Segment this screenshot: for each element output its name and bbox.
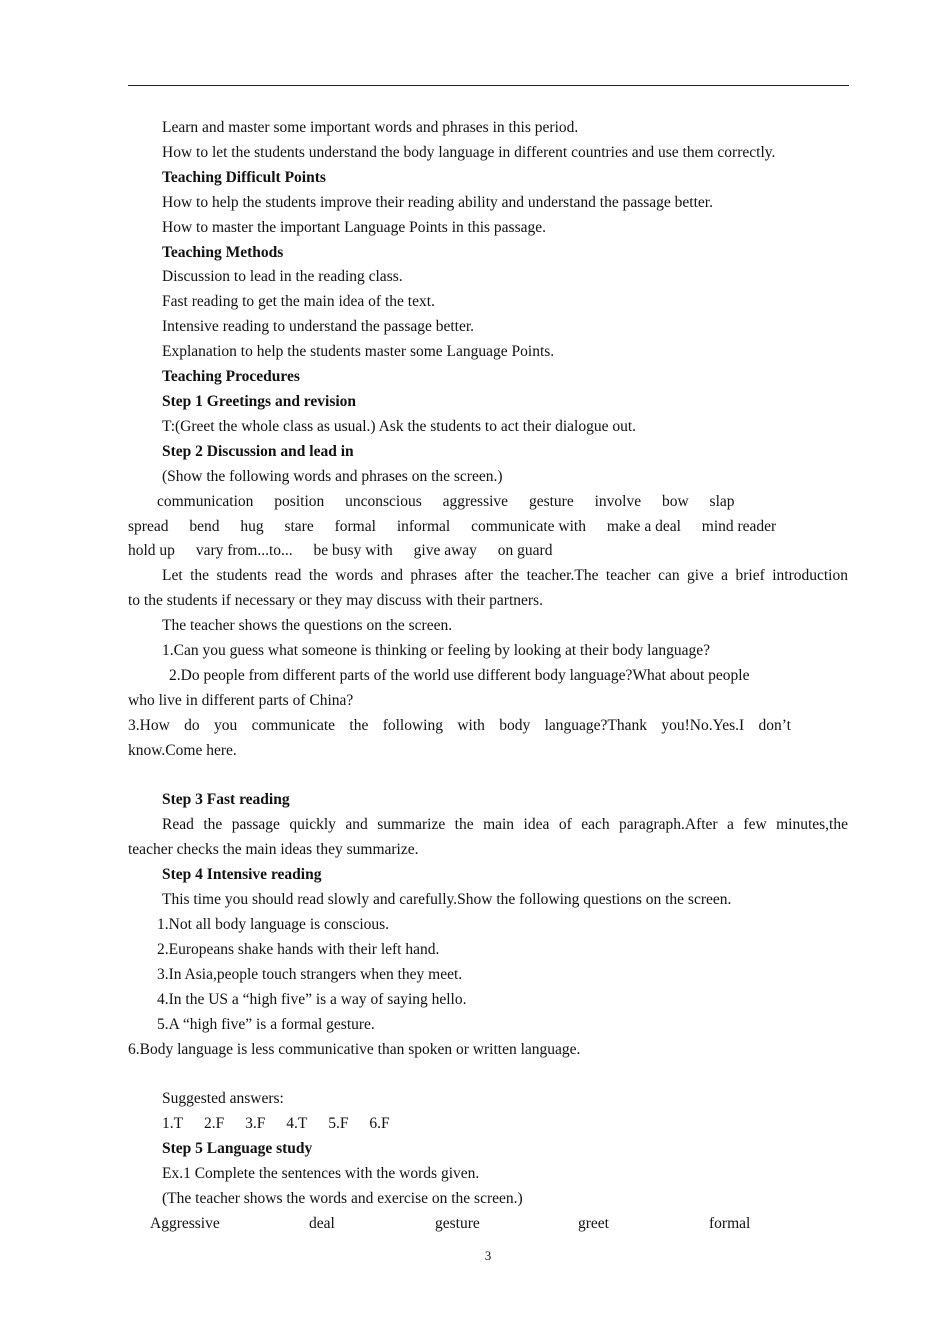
word-item: formal <box>334 517 376 535</box>
statement-item: 6.Body language is less communicative than spoken or written language. <box>128 1040 581 1058</box>
question-2: 2.Do people from different parts of the world use different body language?What about people <box>169 666 750 684</box>
heading-procedures: Teaching Procedures <box>162 368 300 386</box>
heading-methods: Teaching Methods <box>162 243 284 261</box>
step-2-paragraph: Let the students read the words and phrases after the teacher.The teacher can give a brief introduction <box>162 567 848 585</box>
answer-item: 2.F <box>203 1115 225 1133</box>
header-rule <box>128 85 849 86</box>
word-item: aggressive <box>442 492 509 510</box>
method-line: Fast reading to get the main idea of the text. <box>162 293 435 311</box>
step-4-text: This time you should read slowly and carefully.Show the following questions on the screen. <box>162 891 732 909</box>
question-2-cont: who live in different parts of China? <box>128 691 354 709</box>
suggested-answers-label: Suggested answers: <box>162 1090 284 1108</box>
exercise-word: greet <box>578 1214 609 1232</box>
blank-line <box>128 1062 848 1087</box>
word-item: unconscious <box>345 492 422 510</box>
statement-item: 4.In the US a “high five” is a way of saying hello. <box>157 990 467 1008</box>
step-2-text: The teacher shows the questions on the screen. <box>162 617 453 635</box>
word-item: slap <box>709 492 735 510</box>
word-item: communicate with <box>471 517 586 535</box>
exercise-word: deal <box>309 1214 335 1232</box>
heading-step-4: Step 4 Intensive reading <box>162 866 322 884</box>
answer-item: 1.T <box>162 1115 184 1133</box>
statement-item: 5.A “high five” is a formal gesture. <box>157 1015 375 1033</box>
question-3-cont: know.Come here. <box>128 741 237 759</box>
heading-step-1: Step 1 Greetings and revision <box>162 392 357 410</box>
exercise-title: Ex.1 Complete the sentences with the words given. <box>162 1165 480 1183</box>
document-body <box>128 116 848 1237</box>
step-2-text: (Show the following words and phrases on the screen.) <box>162 467 503 485</box>
difficult-point-line: How to help the students improve their reading ability and understand the passage better. <box>162 193 713 211</box>
word-item: stare <box>284 517 314 535</box>
objective-line: Learn and master some important words and phrases in this period. <box>162 119 579 136</box>
word-item: involve <box>594 492 642 510</box>
exercise-word: Aggressive <box>150 1214 220 1232</box>
exercise-note: (The teacher shows the words and exercise on the screen.) <box>162 1189 523 1207</box>
word-item: spread <box>128 517 169 535</box>
exercise-word-row <box>128 1212 848 1237</box>
heading-difficult-points: Teaching Difficult Points <box>162 168 326 186</box>
objective-line: How to let the students understand the body language in different countries and use them correctly. <box>162 143 776 161</box>
word-item: hold up <box>128 542 175 560</box>
method-line: Explanation to help the students master some Language Points. <box>162 343 555 361</box>
answer-item: 6.F <box>369 1115 390 1133</box>
heading-step-2: Step 2 Discussion and lead in <box>162 442 354 460</box>
word-item: hug <box>240 517 264 535</box>
step-3-paragraph: Read the passage quickly and summarize the main idea of each paragraph.After a few minutes,the <box>162 816 848 834</box>
word-item: bend <box>189 517 220 535</box>
word-row-2 <box>128 515 848 540</box>
word-row-1 <box>128 490 848 515</box>
word-item: make a deal <box>606 517 681 535</box>
method-line: Discussion to lead in the reading class. <box>162 268 403 286</box>
answers-row <box>128 1112 848 1137</box>
blank-line <box>128 764 848 789</box>
exercise-word: formal <box>709 1214 751 1232</box>
step-2-paragraph: to the students if necessary or they may discuss with their partners. <box>128 592 543 610</box>
answer-item: 4.T <box>286 1115 308 1133</box>
question-3: 3.How do you communicate the following with body language?Thank you!No.Yes.I don’t <box>128 716 791 734</box>
answer-item: 5.F <box>328 1115 349 1133</box>
word-item: informal <box>396 517 451 535</box>
word-item: communication <box>157 492 254 510</box>
answer-item: 3.F <box>245 1115 266 1133</box>
difficult-point-line: How to master the important Language Points in this passage. <box>162 218 546 236</box>
step-3-paragraph: teacher checks the main ideas they summarize. <box>128 841 419 859</box>
word-item: be busy with <box>313 542 393 560</box>
heading-step-3: Step 3 Fast reading <box>162 791 290 809</box>
method-line: Intensive reading to understand the passage better. <box>162 318 475 336</box>
page-number: 3 <box>484 1248 492 1263</box>
word-item: gesture <box>528 492 574 510</box>
word-item: position <box>274 492 325 510</box>
statement-item: 3.In Asia,people touch strangers when they meet. <box>157 965 463 983</box>
word-item: mind reader <box>701 517 777 535</box>
step-1-text: T:(Greet the whole class as usual.) Ask the students to act their dialogue out. <box>162 417 637 435</box>
question-1: 1.Can you guess what someone is thinking or feeling by looking at their body language? <box>162 642 710 660</box>
word-item: vary from...to... <box>195 542 293 560</box>
word-item: bow <box>661 492 689 510</box>
word-item: on guard <box>497 542 553 560</box>
heading-step-5: Step 5 Language study <box>162 1140 313 1158</box>
word-row-3 <box>128 539 848 564</box>
exercise-word: gesture <box>435 1214 480 1232</box>
word-item: give away <box>413 542 477 560</box>
statement-item: 1.Not all body language is conscious. <box>157 915 390 933</box>
statement-item: 2.Europeans shake hands with their left hand. <box>157 940 440 958</box>
